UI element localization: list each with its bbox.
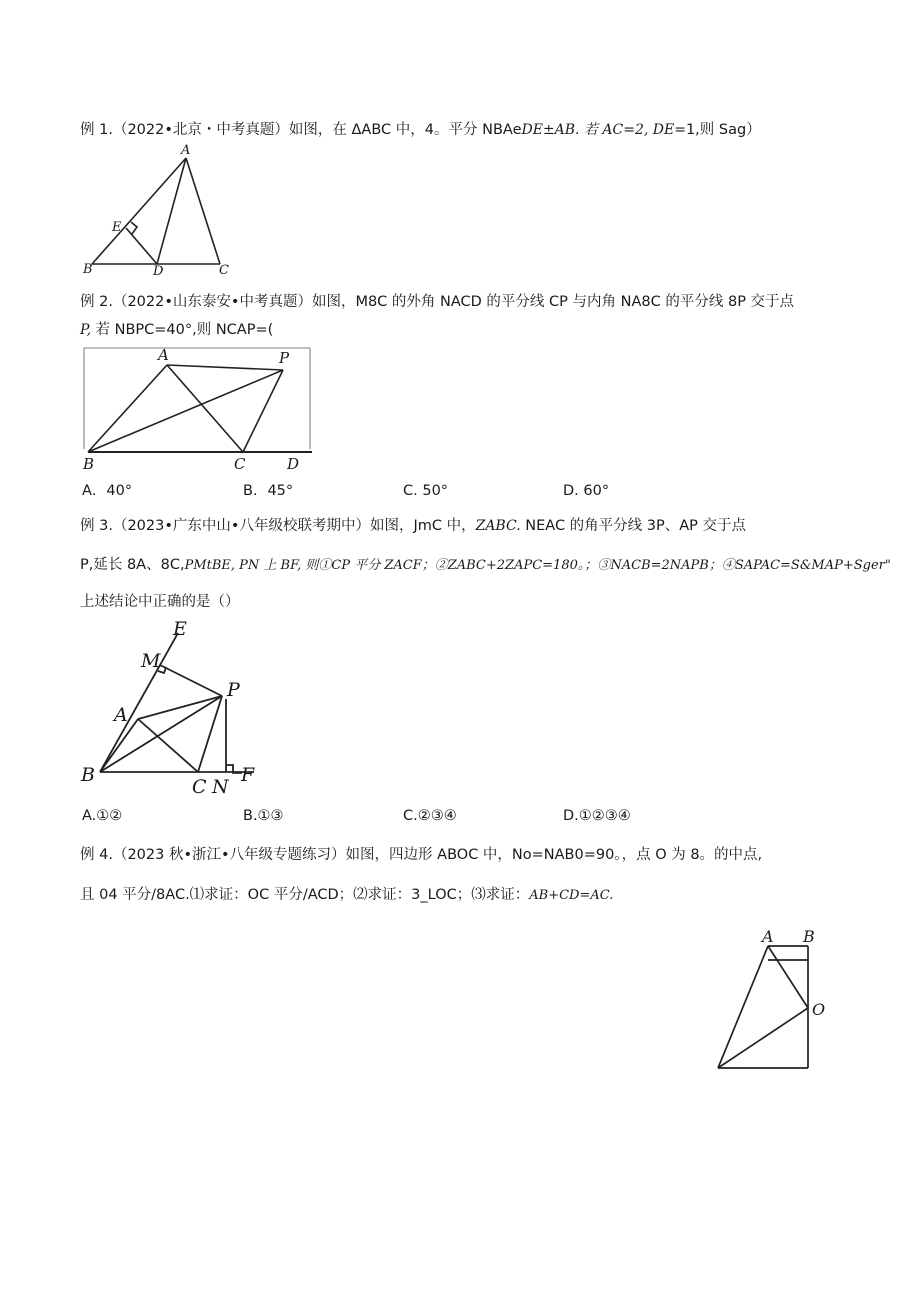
ex1-label-a: A [181, 143, 191, 158]
ex3-option-c[interactable]: C.②③④ [403, 808, 457, 824]
ex2-label-d: D [287, 455, 300, 473]
ex1-text-d: ） [746, 122, 761, 138]
ex3-text-d: P,延长 8A、8C, [80, 557, 185, 573]
ex4-label-o: O [812, 1000, 826, 1019]
ex3-label-b: B [81, 764, 95, 786]
ex2-segment-ba [88, 365, 167, 452]
ex3-segment-ac [138, 719, 198, 772]
ex4-text-b: AB+CD=AC. [529, 888, 614, 903]
ex2-text-b: 若 NBPC=40°,则 NCAP=( [95, 322, 274, 338]
ex1-text-b: DE±AB. 若 AC=2, DE= [521, 122, 686, 138]
ex1-text-a: 例 1.（2022•北京・中考真题）如图，在 ΔABC 中，4。平分 NBAe [80, 122, 522, 138]
ex2-option-b[interactable]: B．45° [243, 483, 294, 499]
ex3-segment-cp [198, 696, 222, 772]
ex3-segment-ba [100, 719, 138, 772]
ex2-text-a: P, [80, 322, 96, 338]
ex2-segment-ac [167, 365, 243, 452]
ex3-ray-be [100, 633, 178, 772]
ex2-label-c: C [234, 455, 246, 473]
ex2-segment-cp [243, 370, 283, 452]
ex3-label-c: C [192, 776, 207, 798]
ex2-option-a[interactable]: A．40° [82, 483, 133, 499]
ex3-label-p: P [227, 679, 240, 701]
ex3-text-a: 例 3.（2023•广东中山•八年级校联考期中）如图，JmC 中， [80, 518, 476, 534]
ex1-side-ac [186, 158, 220, 264]
ex3-label-n: N [212, 776, 229, 798]
ex3-text-b: ZABC. [475, 518, 521, 534]
ex3-option-a[interactable]: A.①② [82, 808, 123, 824]
ex3-label-e: E [173, 618, 187, 640]
ex2-segment-ap [167, 365, 283, 370]
ex3-question-line2 [80, 555, 891, 576]
ex2-question-line2 [80, 320, 273, 340]
ex3-segment-ap [138, 696, 222, 719]
ex2-label-a: A [158, 346, 169, 364]
ex3-label-m: M [141, 650, 161, 672]
ex1-right-angle-mark [131, 222, 137, 234]
ex4-label-a: A [762, 927, 774, 946]
ex4-figure [710, 922, 840, 1077]
ex1-figure [80, 140, 240, 280]
ex3-label-a: A [114, 704, 128, 726]
ex4-segment-co [718, 1008, 808, 1068]
ex2-figure [80, 345, 320, 475]
ex1-label-d: D [153, 264, 164, 279]
ex3-question-line1 [80, 516, 746, 536]
ex3-question-line3: 上述结论中正确的是（） [80, 594, 240, 610]
ex3-text-e: PMtBE, PN 上 BF, 则①CP 平分 ZACF；②ZABC+2ZAPC=180。；③NACB=2NAPB；④SAPAC=S&MAP+Sger" [184, 558, 891, 573]
ex2-option-d[interactable]: D. 60° [563, 483, 610, 499]
ex1-question [80, 120, 761, 140]
ex3-segment-pm [160, 665, 222, 696]
ex4-question-line1: 例 4.（2023 秋•浙江•八年级专题练习）如图，四边形 ABOC 中，No=NAB0=90。，点 O 为 8。的中点, [80, 847, 763, 863]
ex3-figure [78, 615, 278, 805]
ex2-label-p: P [279, 349, 290, 367]
ex3-option-d[interactable]: D.①②③④ [563, 808, 631, 824]
ex2-label-b: B [83, 455, 95, 473]
ex1-segment-de [126, 228, 157, 264]
ex3-label-f: F [241, 764, 255, 786]
ex1-label-b: B [83, 262, 93, 277]
ex1-label-e: E [112, 220, 122, 235]
ex4-segment-ac [718, 946, 768, 1068]
ex1-text-c: 1,则 Sag [685, 122, 747, 138]
ex4-text-a: 且 04 平分/8AC.⑴求证：OC 平分/ACD；⑵求证：3_LOC；⑶求证： [80, 887, 530, 903]
ex3-option-b[interactable]: B.①③ [243, 808, 284, 824]
ex2-question-line1: 例 2.（2022•山东泰安•中考真题）如图，M8C 的外角 NACD 的平分线 CP 与内角 NA8C 的平分线 8P 交于点 [80, 294, 795, 310]
ex4-question-line2 [80, 885, 613, 906]
ex3-right-angle-n [226, 765, 233, 772]
ex2-option-c[interactable]: C. 50° [403, 483, 449, 499]
ex2-segment-bp [88, 370, 283, 452]
ex4-segment-ao [768, 946, 808, 1008]
ex1-label-c: C [219, 263, 229, 278]
ex4-label-b: B [803, 927, 815, 946]
ex3-text-c: NEAC 的角平分线 3P、AP 交于点 [520, 518, 747, 534]
